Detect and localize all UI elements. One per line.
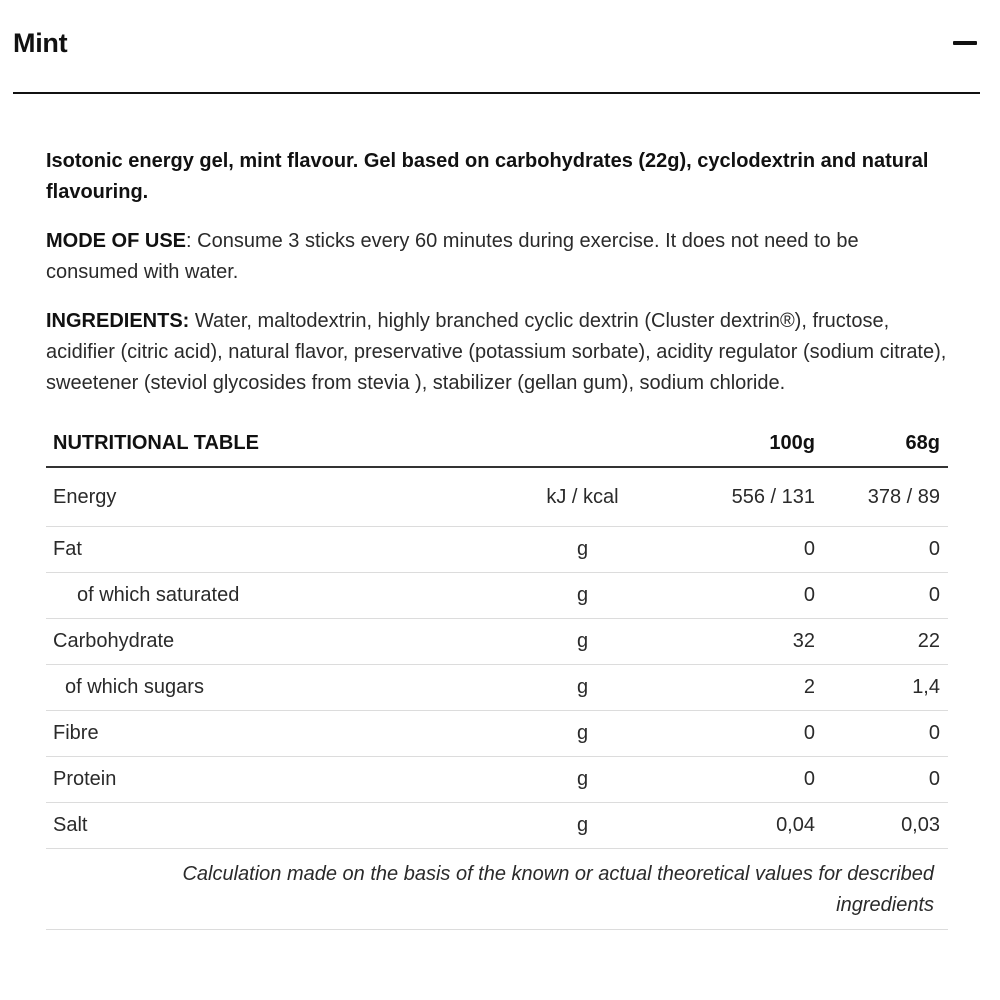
nutrient-unit: kJ / kcal — [509, 467, 656, 527]
per-68g-column-header: 68g — [815, 420, 948, 467]
calculation-footnote: Calculation made on the basis of the known or actual theoretical values for described ingredients — [46, 849, 948, 930]
nutrient-name: Protein — [46, 757, 509, 803]
mode-of-use — [46, 226, 948, 288]
nutrient-value-100g: 0 — [656, 527, 815, 573]
table-row — [46, 803, 948, 849]
nutrient-unit: g — [509, 757, 656, 803]
nutrient-unit: g — [509, 665, 656, 711]
mode-of-use-label: MODE OF USE — [46, 230, 187, 252]
nutrient-name: Energy — [46, 467, 509, 527]
table-row — [46, 711, 948, 757]
nutrient-value-100g: 556 / 131 — [656, 467, 815, 527]
nutrient-value-68g: 1,4 — [815, 665, 948, 711]
nutrient-name: Fat — [46, 527, 509, 573]
nutrient-value-100g: 0 — [656, 573, 815, 619]
product-intro: Isotonic energy gel, mint flavour. Gel based on carbohydrates (22g), cyclodextrin and natural flavouring. — [46, 150, 929, 203]
nutrition-table-title: NUTRITIONAL TABLE — [46, 420, 509, 467]
nutrient-name: of which saturated — [46, 573, 509, 619]
nutrient-value-68g: 0 — [815, 711, 948, 757]
footnote-row — [46, 849, 948, 930]
mode-of-use-text: : Consume 3 sticks every 60 minutes during exercise. It does not need to be consumed with water. — [46, 230, 859, 283]
nutrition-table — [46, 420, 948, 930]
collapse-button[interactable] — [950, 30, 980, 56]
ingredients — [46, 306, 948, 399]
unit-column-header — [509, 420, 656, 467]
per-100g-column-header: 100g — [656, 420, 815, 467]
nutrient-value-68g: 0,03 — [815, 803, 948, 849]
table-row — [46, 757, 948, 803]
nutrient-name: Salt — [46, 803, 509, 849]
nutrient-name: Fibre — [46, 711, 509, 757]
nutrient-value-100g: 0,04 — [656, 803, 815, 849]
nutrient-value-100g: 0 — [656, 757, 815, 803]
table-row — [46, 467, 948, 527]
nutrient-value-68g: 22 — [815, 619, 948, 665]
table-row — [46, 665, 948, 711]
nutrition-table-header — [46, 420, 948, 467]
nutrient-value-100g: 32 — [656, 619, 815, 665]
nutrient-unit: g — [509, 711, 656, 757]
table-row — [46, 573, 948, 619]
nutrient-unit: g — [509, 573, 656, 619]
nutrient-value-68g: 0 — [815, 757, 948, 803]
accordion-title: Mint — [13, 28, 68, 58]
ingredients-label: INGREDIENTS: — [46, 310, 190, 332]
nutrient-name: of which sugars — [46, 665, 509, 711]
nutrient-unit: g — [509, 803, 656, 849]
nutrient-value-68g: 0 — [815, 573, 948, 619]
nutrient-value-68g: 0 — [815, 527, 948, 573]
minus-icon — [953, 41, 977, 45]
accordion-content — [46, 146, 948, 930]
ingredients-text: Water, maltodextrin, highly branched cyclic dextrin (Cluster dextrin®), fructose, acidifier (citric acid), natural flavor, preservative (potassium sorbate), acidity regulator (sodium citrate), sweetener (steviol glycosides from stevia ), stabilizer (gellan gum), sodium chloride. — [46, 310, 947, 394]
nutrient-value-100g: 2 — [656, 665, 815, 711]
nutrient-name: Carbohydrate — [46, 619, 509, 665]
table-row — [46, 527, 948, 573]
nutrient-value-100g: 0 — [656, 711, 815, 757]
nutrient-unit: g — [509, 527, 656, 573]
nutrient-value-68g: 378 / 89 — [815, 467, 948, 527]
accordion-header[interactable] — [13, 0, 980, 94]
nutrient-unit: g — [509, 619, 656, 665]
table-row — [46, 619, 948, 665]
